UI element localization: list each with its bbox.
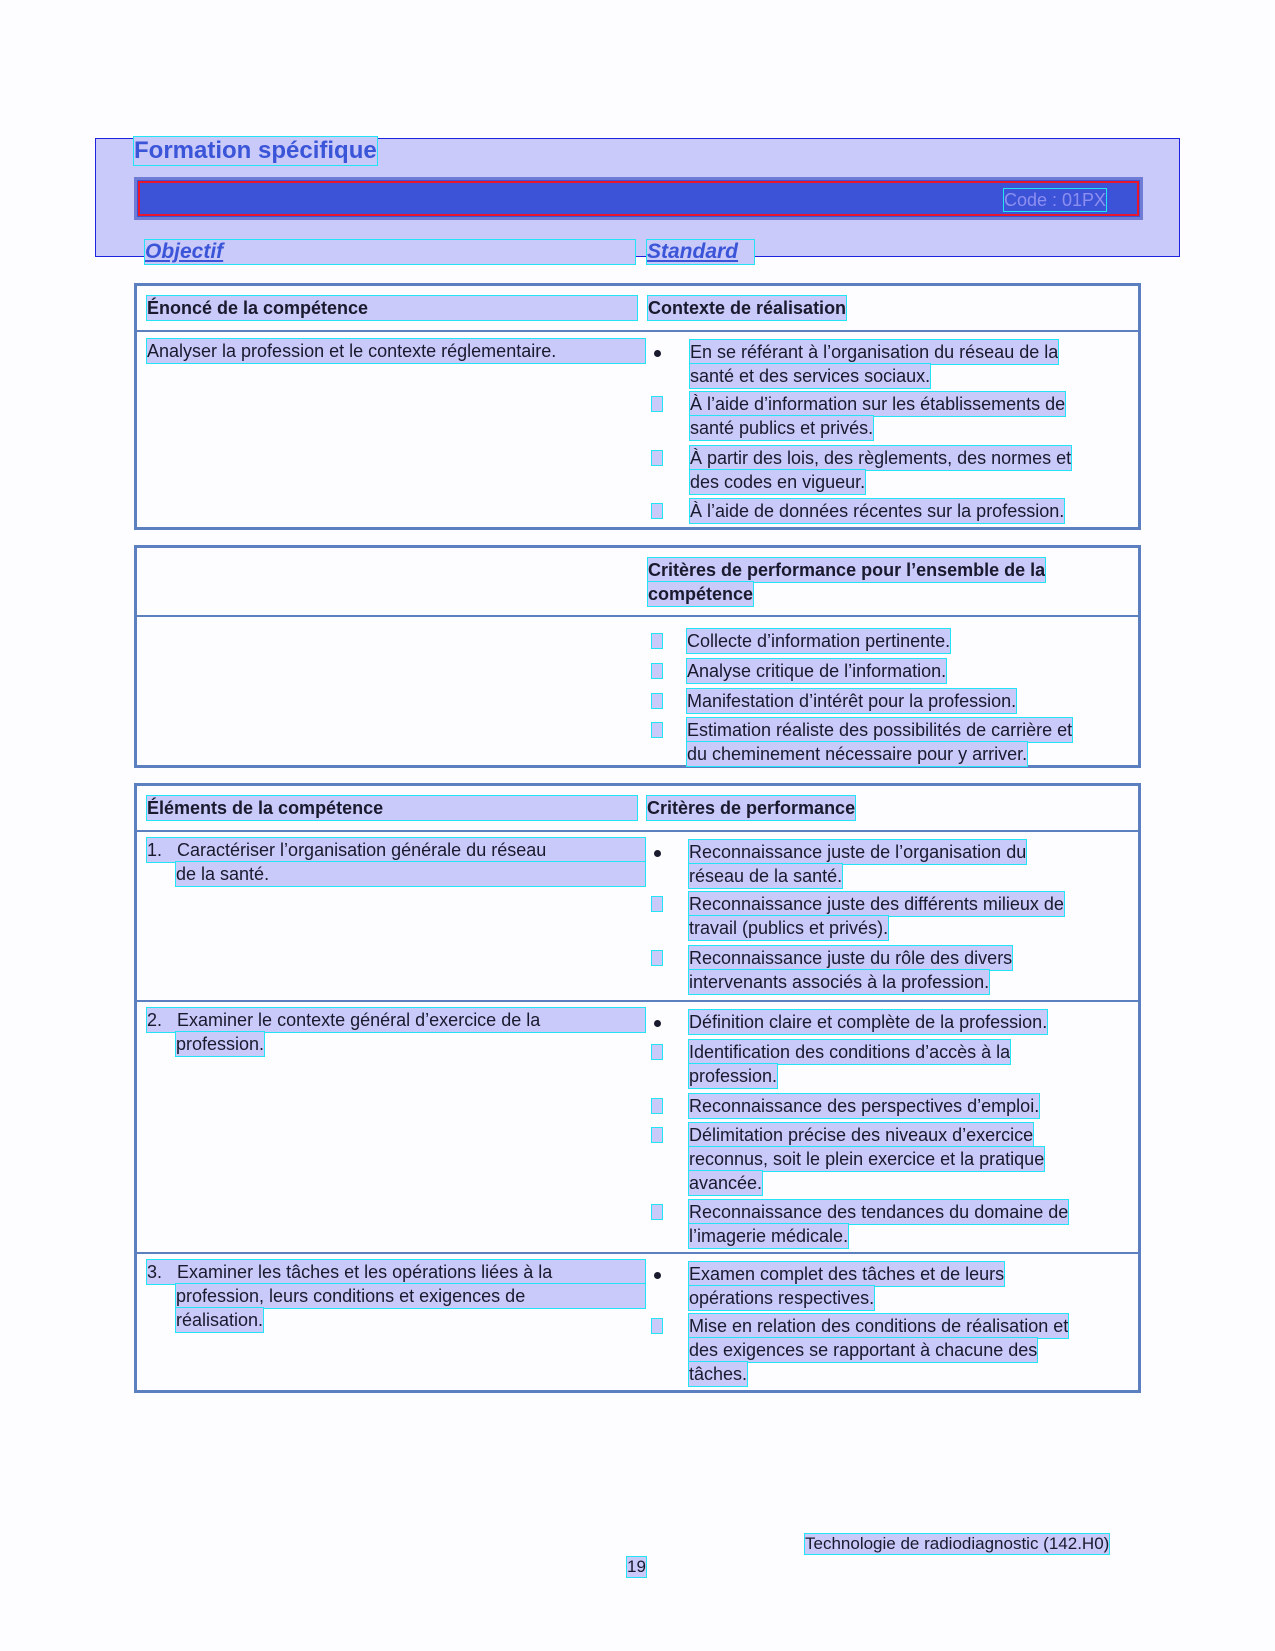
criteria-header: Critères de performance	[647, 798, 856, 818]
list-item: En se référant à l’organisation du réseau de la	[690, 342, 1059, 362]
list-item: Manifestation d’intérêt pour la profession.	[687, 691, 1017, 711]
element-text: Caractériser l’organisation générale du réseau	[177, 840, 547, 860]
criterion: des exigences se rapportant à chacune des	[689, 1340, 1038, 1360]
objectif-heading: Objectif	[145, 240, 635, 264]
overall-criteria-table	[134, 545, 1141, 768]
bullet-icon	[652, 664, 662, 678]
bullet-icon	[652, 397, 662, 411]
element-text: profession, leurs conditions et exigences de	[176, 1284, 645, 1308]
list-item: des codes en vigueur.	[690, 472, 866, 492]
bullet-icon	[652, 723, 662, 737]
elements-header: Éléments de la compétence	[147, 796, 637, 820]
element-text: de la santé.	[176, 862, 645, 886]
criterion: Examen complet des tâches et de leurs	[689, 1264, 1005, 1284]
table-divider	[137, 330, 1138, 332]
element-line	[147, 1008, 645, 1032]
table-divider	[137, 1000, 1138, 1002]
criterion: l’imagerie médicale.	[689, 1226, 849, 1246]
criterion: Définition claire et complète de la profession.	[689, 1012, 1048, 1032]
criterion: Reconnaissance juste des différents milieux de	[689, 894, 1064, 914]
table-divider	[137, 615, 1138, 617]
list-item: À l’aide d’information sur les établissements de	[690, 394, 1066, 414]
context-header: Contexte de réalisation	[648, 298, 847, 318]
table-divider	[137, 1252, 1138, 1254]
element-line	[147, 838, 645, 862]
criterion: Reconnaissance des tendances du domaine de	[689, 1202, 1069, 1222]
element-number: 2.	[147, 1010, 163, 1030]
bullet-icon	[652, 634, 662, 648]
criterion: Mise en relation des conditions de réalisation et	[689, 1316, 1069, 1336]
element-number: 1.	[147, 840, 163, 860]
criterion: reconnus, soit le plein exercice et la pratique	[689, 1149, 1045, 1169]
criterion: tâches.	[689, 1364, 748, 1384]
competence-statement: Analyser la profession et le contexte réglementaire.	[147, 339, 645, 363]
criterion: avancée.	[689, 1173, 763, 1193]
criterion: opérations respectives.	[689, 1288, 875, 1308]
criterion: profession.	[689, 1066, 778, 1086]
element-text: réalisation.	[176, 1310, 264, 1330]
bullet-icon	[652, 1319, 662, 1333]
list-item: du cheminement nécessaire pour y arriver.	[687, 744, 1028, 764]
element-text: Examiner le contexte général d’exercice de la	[177, 1010, 541, 1030]
list-item: Collecte d’information pertinente.	[687, 631, 951, 651]
bullet-icon	[652, 1045, 662, 1059]
criterion: Délimitation précise des niveaux d’exercice	[689, 1125, 1034, 1145]
bullet-icon	[652, 694, 662, 708]
overall-criteria-header: compétence	[648, 584, 754, 604]
standard-heading: Standard	[647, 240, 754, 264]
element-line	[147, 1260, 645, 1284]
list-item: santé et des services sociaux.	[690, 366, 931, 386]
list-item: À partir des lois, des règlements, des normes et	[690, 448, 1072, 468]
bullet-icon	[654, 1020, 661, 1027]
criterion: Reconnaissance juste de l’organisation du	[689, 842, 1027, 862]
criterion: Reconnaissance des perspectives d’emploi.	[689, 1096, 1040, 1116]
bullet-icon	[654, 350, 661, 357]
table-divider	[137, 830, 1138, 832]
bullet-icon	[652, 451, 662, 465]
bullet-icon	[652, 504, 662, 518]
page-number: 19	[627, 1557, 646, 1576]
criterion: travail (publics et privés).	[689, 918, 889, 938]
bullet-icon	[652, 951, 662, 965]
criterion: intervenants associés à la profession.	[689, 972, 990, 992]
competency-code: Code : 01PX	[1004, 190, 1107, 210]
bullet-icon	[652, 1099, 662, 1113]
element-text: profession.	[176, 1034, 265, 1054]
overall-criteria-header: Critères de performance pour l’ensemble de la	[648, 560, 1046, 580]
page-title: Formation spécifique	[134, 137, 377, 164]
elements-table	[134, 783, 1141, 1393]
bullet-icon	[652, 1205, 662, 1219]
list-item: santé publics et privés.	[690, 418, 874, 438]
criterion: Identification des conditions d’accès à la	[689, 1042, 1011, 1062]
bullet-icon	[652, 1128, 662, 1142]
element-text: Examiner les tâches et les opérations liées à la	[177, 1262, 553, 1282]
program-name: Technologie de radiodiagnostic (142.H0)	[805, 1534, 1110, 1553]
competence-header: Énoncé de la compétence	[147, 296, 637, 320]
criterion: Reconnaissance juste du rôle des divers	[689, 948, 1013, 968]
bullet-icon	[654, 850, 661, 857]
bullet-icon	[654, 1272, 661, 1279]
list-item: À l’aide de données récentes sur la profession.	[690, 501, 1065, 521]
element-number: 3.	[147, 1262, 163, 1282]
code-bar	[134, 177, 1143, 220]
bullet-icon	[652, 897, 662, 911]
competence-table	[134, 283, 1141, 530]
criterion: réseau de la santé.	[689, 866, 843, 886]
list-item: Analyse critique de l’information.	[687, 661, 947, 681]
list-item: Estimation réaliste des possibilités de carrière et	[687, 720, 1073, 740]
